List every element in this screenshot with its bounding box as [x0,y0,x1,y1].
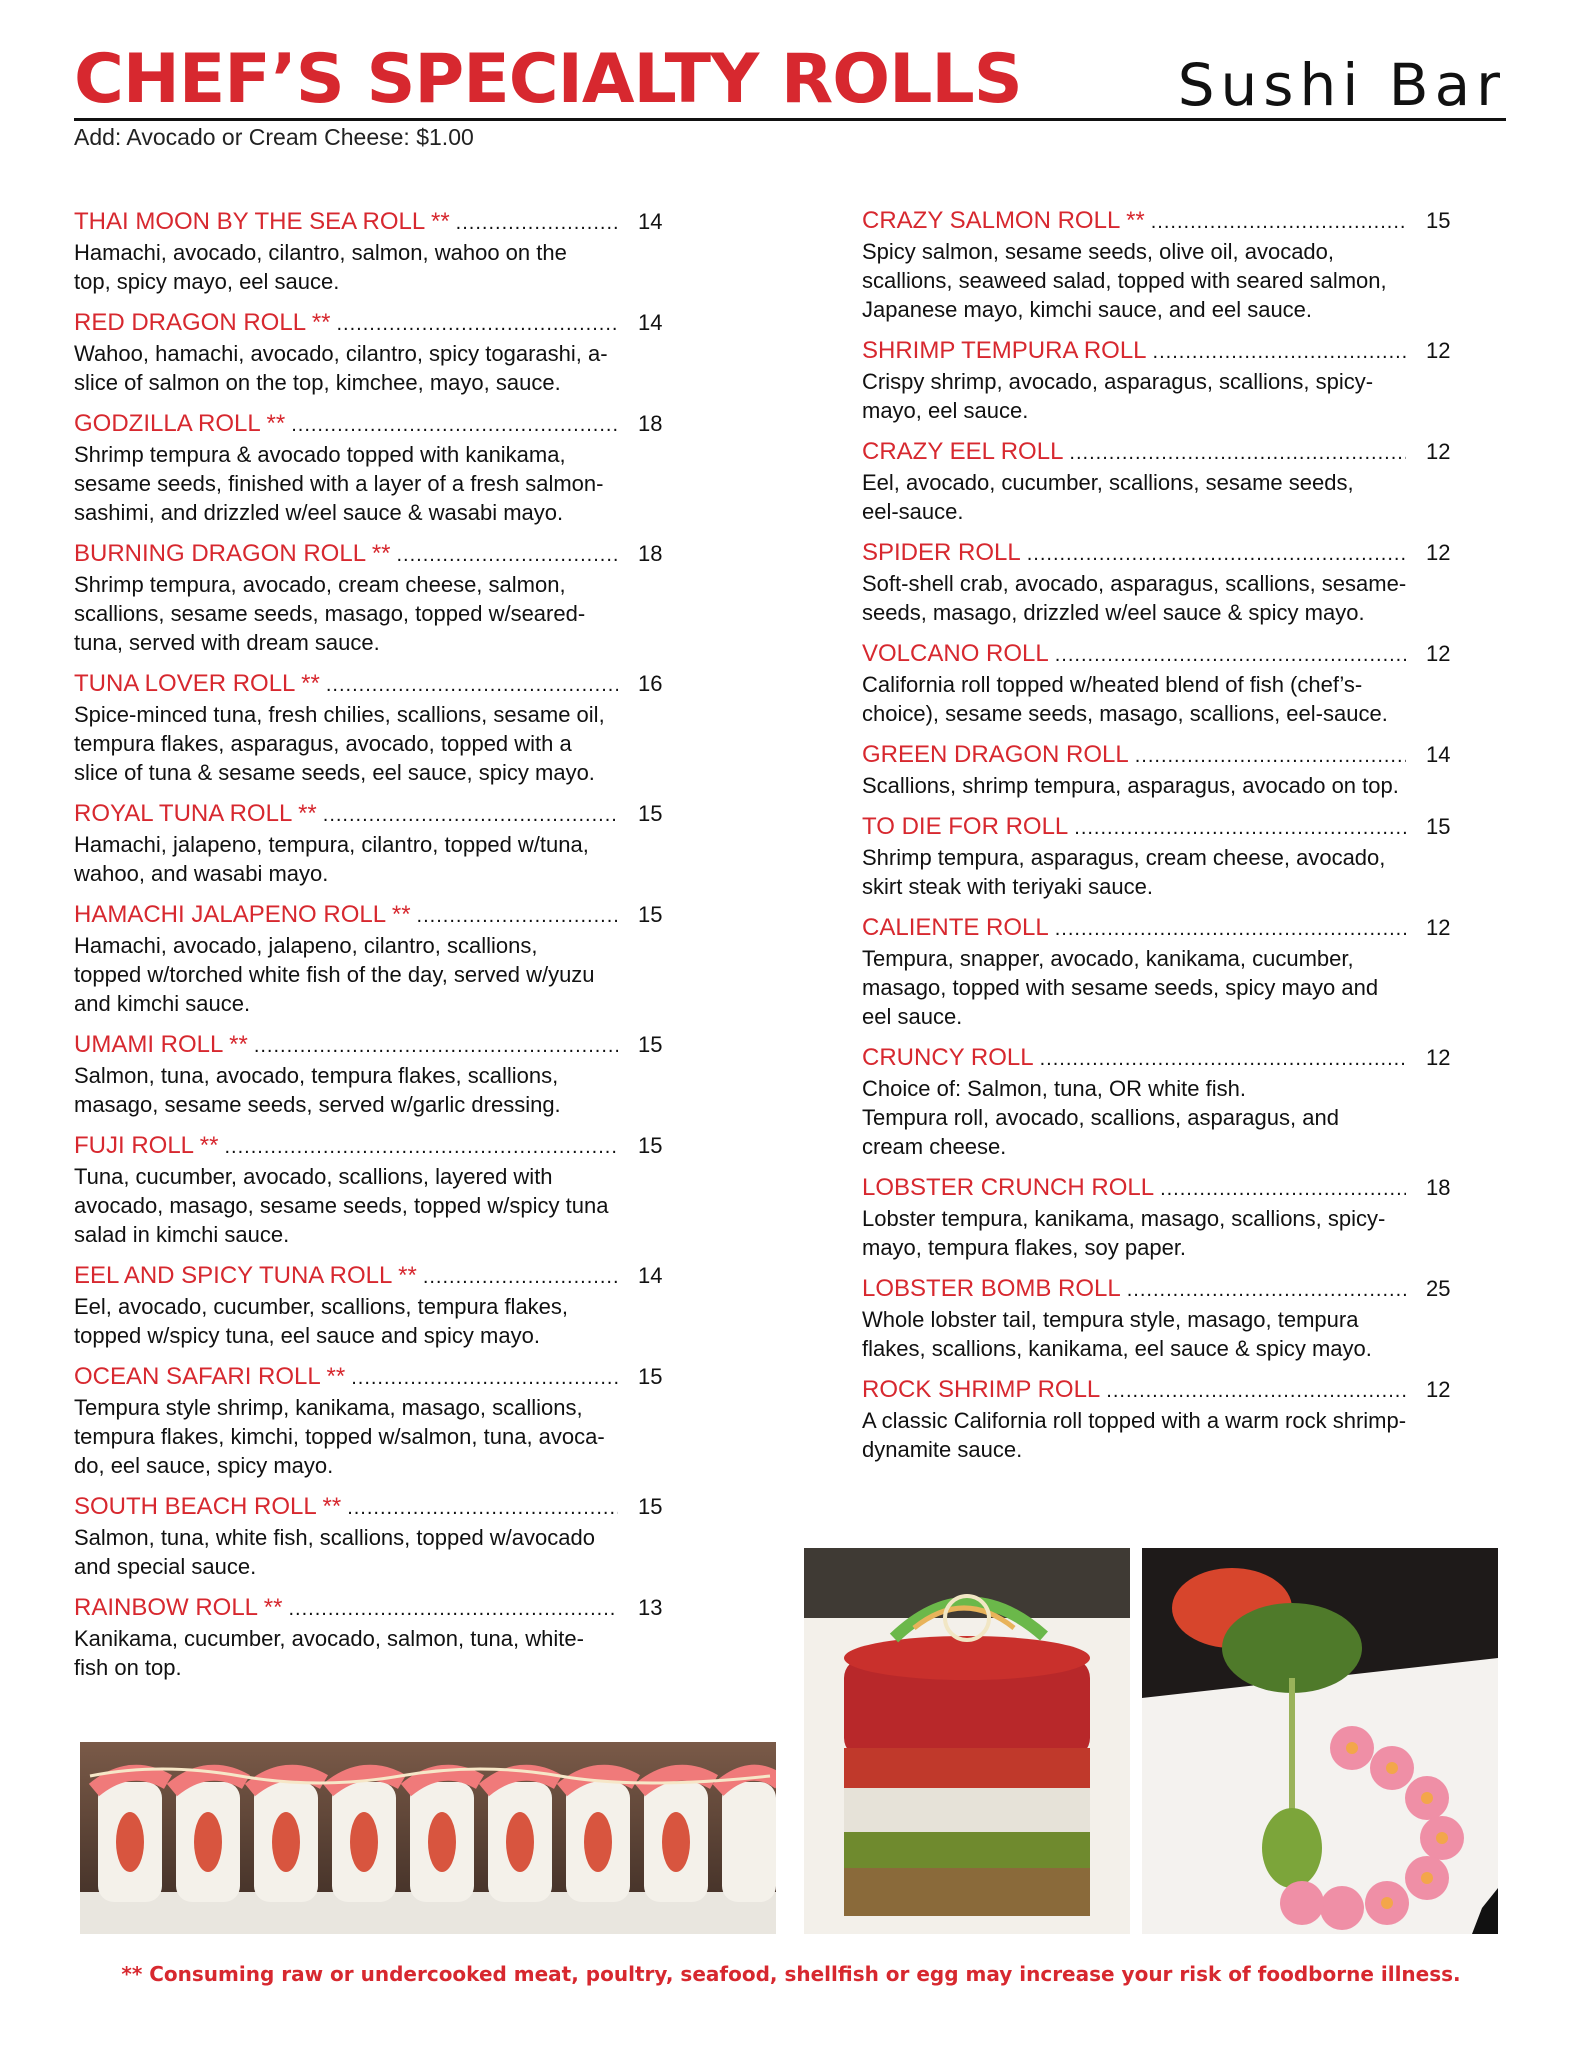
menu-item-name: SPIDER ROLL [862,539,1021,566]
leader-dots [351,1367,618,1390]
menu-item-header [74,1363,664,1393]
description-line: A classic California roll topped with a warm rock shrimp- [862,1408,1407,1433]
description-line: fish on top. [74,1655,182,1680]
menu-item-description [862,1406,1452,1464]
description-line: Kanikama, cucumber, avocado, salmon, tuna, white- [74,1626,584,1651]
leader-dots [1151,211,1406,234]
menu-item [862,1376,1452,1464]
menu-item-description [862,1305,1452,1363]
menu-item-header [862,1174,1452,1204]
menu-item-header [862,914,1452,944]
description-line: Hamachi, avocado, cilantro, salmon, wahoo on the [74,240,567,265]
menu-item-price: 12 [1426,915,1451,940]
menu-item [862,337,1452,425]
menu-item [862,640,1452,728]
description-line: avocado, masago, sesame seeds, topped w/spicy tuna [74,1193,609,1218]
description-line: wahoo, and wasabi mayo. [74,861,329,886]
description-line: topped w/spicy tuna, eel sauce and spicy mayo. [74,1323,540,1348]
menu-item [862,438,1452,526]
menu-item-price: 15 [638,801,663,826]
menu-item-header [862,640,1452,670]
menu-item-header [862,1044,1452,1074]
menu-item [74,1594,664,1682]
menu-item-description [74,700,664,787]
menu-item-description [74,1292,664,1350]
menu-item-name: CRAZY SALMON ROLL ** [862,207,1145,234]
description-line: top, spicy mayo, eel sauce. [74,269,340,294]
menu-item-price: 12 [1426,1377,1451,1402]
leader-dots [224,1136,618,1159]
description-line: Shrimp tempura & avocado topped with kanikama, [74,442,566,467]
menu-item-price: 12 [1426,1045,1451,1070]
menu-column-right [862,207,1452,1477]
menu-item-price: 25 [1426,1276,1451,1301]
menu-item-price: 15 [1426,814,1451,839]
menu-item [862,914,1452,1031]
leader-dots [423,1266,618,1289]
menu-item-name: CRAZY EEL ROLL [862,438,1064,465]
addon-note: Add: Avocado or Cream Cheese: $1.00 [74,124,474,150]
description-line: Choice of: Salmon, tuna, OR white fish. [862,1076,1246,1101]
menu-item-description [862,569,1452,627]
menu-item-name: THAI MOON BY THE SEA ROLL ** [74,208,450,235]
description-line: cream cheese. [862,1134,1007,1159]
leader-dots [337,313,619,336]
menu-item-name: SHRIMP TEMPURA ROLL [862,337,1147,364]
menu-item-name: TUNA LOVER ROLL ** [74,670,320,697]
description-line: seeds, masago, drizzled w/eel sauce & spicy mayo. [862,600,1365,625]
leader-dots [1074,817,1406,840]
menu-item-name: LOBSTER CRUNCH ROLL [862,1174,1155,1201]
description-line: topped w/torched white fish of the day, served w/yuzu [74,962,595,987]
menu-item-header [74,670,664,700]
menu-item [74,800,664,888]
description-line: Japanese mayo, kimchi sauce, and eel sauce. [862,297,1313,322]
menu-item-name: RED DRAGON ROLL ** [74,309,331,336]
description-line: and kimchi sauce. [74,991,251,1016]
menu-item-header [862,207,1452,237]
menu-item [862,741,1452,800]
description-line: scallions, seaweed salad, topped with seared salmon, [862,268,1387,293]
description-line: masago, topped with sesame seeds, spicy mayo and [862,975,1379,1000]
menu-item-header [862,438,1452,468]
menu-item [862,813,1452,901]
menu-item-description [862,944,1452,1031]
menu-item-description [74,440,664,527]
menu-item [74,1132,664,1249]
menu-item-header [74,1132,664,1162]
description-line: Hamachi, avocado, jalapeno, cilantro, scallions, [74,933,538,958]
menu-item [862,1275,1452,1363]
description-line: Eel, avocado, cucumber, scallions, sesame seeds, [862,470,1354,495]
menu-item-name: EEL AND SPICY TUNA ROLL ** [74,1262,417,1289]
description-line: Hamachi, jalapeno, tempura, cilantro, topped w/tuna, [74,832,589,857]
menu-item-name: TO DIE FOR ROLL [862,813,1069,840]
description-line: tuna, served with dream sauce. [74,630,380,655]
description-line: mayo, eel sauce. [862,398,1029,423]
menu-item-description [74,339,664,397]
menu-item-header [74,800,664,830]
menu-item-name: OCEAN SAFARI ROLL ** [74,1363,346,1390]
menu-item-price: 13 [638,1595,663,1620]
menu-item-name: VOLCANO ROLL [862,640,1049,667]
description-line: Salmon, tuna, white fish, scallions, topped w/avocado [74,1525,595,1550]
menu-item [862,539,1452,627]
description-line: Wahoo, hamachi, avocado, cilantro, spicy togarashi, a- [74,341,608,366]
leader-dots [291,414,618,437]
menu-item-header [74,1594,664,1624]
menu-item-description [74,570,664,657]
menu-item [862,1174,1452,1262]
menu-item [74,309,664,397]
menu-item-description [74,238,664,296]
menu-item-description [74,1162,664,1249]
menu-item-price: 18 [638,541,663,566]
menu-item-price: 12 [1426,439,1451,464]
leader-dots [456,212,618,235]
menu-title: CHEF’S SPECIALTY ROLLS [74,40,1022,119]
menu-item-price: 15 [638,1133,663,1158]
menu-item [74,208,664,296]
menu-item-name: GODZILLA ROLL ** [74,410,286,437]
description-line: eel-sauce. [862,499,964,524]
description-line: dynamite sauce. [862,1437,1023,1462]
menu-item [862,1044,1452,1161]
menu-item-name: LOBSTER BOMB ROLL [862,1275,1121,1302]
description-line: slice of tuna & sesame seeds, eel sauce, spicy mayo. [74,760,595,785]
menu-item-price: 15 [1426,208,1451,233]
menu-item-price: 15 [638,902,663,927]
menu-item-price: 14 [638,209,663,234]
menu-item-header [74,410,664,440]
leader-dots [1027,543,1406,566]
menu-item-header [862,1275,1452,1305]
menu-item [74,540,664,657]
menu-item-price: 14 [638,1263,663,1288]
menu-item-description [862,367,1452,425]
menu-item-description [74,1061,664,1119]
menu-item-name: CRUNCY ROLL [862,1044,1034,1071]
menu-item-header [74,1031,664,1061]
menu-item-price: 14 [1426,742,1451,767]
menu-item-price: 14 [638,310,663,335]
description-line: Scallions, shrimp tempura, asparagus, avocado on top. [862,773,1399,798]
leader-dots [347,1497,618,1520]
description-line: Tuna, cucumber, avocado, scallions, layered with [74,1164,553,1189]
leader-dots [326,674,618,697]
menu-subtitle: Sushi Bar [1177,51,1506,119]
menu-item-header [74,309,664,339]
menu-item [74,410,664,527]
description-line: Shrimp tempura, asparagus, cream cheese, avocado, [862,845,1386,870]
menu-item-description [74,830,664,888]
menu-item-description [862,1074,1452,1161]
photo-tuna-tower [804,1548,1130,1934]
health-disclaimer: ** Consuming raw or undercooked meat, poultry, seafood, shellfish or egg may increase your risk of foodborne illness. [121,1962,1461,1986]
description-line: Whole lobster tail, tempura style, masago, tempura [862,1307,1359,1332]
menu-item-price: 12 [1426,338,1451,363]
leader-dots [417,905,618,928]
leader-dots [1069,442,1406,465]
description-line: slice of salmon on the top, kimchee, mayo, sauce. [74,370,561,395]
description-line: scallions, sesame seeds, masago, topped w/seared- [74,601,586,626]
leader-dots [289,1598,619,1621]
menu-item-name: RAINBOW ROLL ** [74,1594,283,1621]
description-line: Spice-minced tuna, fresh chilies, scallions, sesame oil, [74,702,605,727]
description-line: Crispy shrimp, avocado, asparagus, scallions, spicy- [862,369,1374,394]
menu-item-price: 12 [1426,641,1451,666]
menu-item-description [74,1624,664,1682]
menu-item-header [862,337,1452,367]
menu-item-price: 15 [638,1364,663,1389]
description-line: Tempura, snapper, avocado, kanikama, cucumber, [862,946,1354,971]
menu-item-header [74,1262,664,1292]
menu-item-price: 18 [638,411,663,436]
description-line: Salmon, tuna, avocado, tempura flakes, scallions, [74,1063,559,1088]
menu-item [74,1493,664,1581]
menu-item-description [862,1204,1452,1262]
menu-item-name: GREEN DRAGON ROLL [862,741,1129,768]
description-line: masago, sesame seeds, served w/garlic dressing. [74,1092,561,1117]
description-line: and special sauce. [74,1554,257,1579]
menu-item-name: FUJI ROLL ** [74,1132,219,1159]
description-line: tempura flakes, asparagus, avocado, topped with a [74,731,572,756]
menu-item-description [74,1393,664,1480]
description-line: eel sauce. [862,1004,963,1029]
menu-item [74,901,664,1018]
menu-item [74,1031,664,1119]
leader-dots [1127,1279,1406,1302]
menu-item-price: 18 [1426,1175,1451,1200]
description-line: sashimi, and drizzled w/eel sauce & wasabi mayo. [74,500,564,525]
menu-item-name: ROYAL TUNA ROLL ** [74,800,317,827]
leader-dots [254,1035,618,1058]
description-line: mayo, tempura flakes, soy paper. [862,1235,1187,1260]
menu-item-name: SOUTH BEACH ROLL ** [74,1493,342,1520]
leader-dots [1040,1048,1406,1071]
leader-dots [1153,341,1406,364]
description-line: salad in kimchi sauce. [74,1222,290,1247]
description-line: tempura flakes, kimchi, topped w/salmon, tuna, avoca- [74,1424,605,1449]
menu-item-price: 15 [638,1494,663,1519]
menu-column-left [74,208,664,1695]
description-line: choice), sesame seeds, masago, scallions, eel-sauce. [862,701,1388,726]
menu-item-header [74,540,664,570]
menu-item-header [862,741,1452,771]
menu-item [74,1363,664,1480]
description-line: Eel, avocado, cucumber, scallions, tempura flakes, [74,1294,569,1319]
leader-dots [1160,1178,1406,1201]
menu-item-header [862,1376,1452,1406]
leader-dots [1055,918,1406,941]
description-line: California roll topped w/heated blend of fish (chef’s- [862,672,1363,697]
menu-item-header [862,539,1452,569]
leader-dots [1055,644,1406,667]
menu-item-name: ROCK SHRIMP ROLL [862,1376,1101,1403]
menu-item-header [862,813,1452,843]
menu-item [74,1262,664,1350]
leader-dots [323,804,618,827]
menu-item-description [862,771,1452,800]
menu-item-name: BURNING DRAGON ROLL ** [74,540,391,567]
description-line: sesame seeds, finished with a layer of a fresh salmon- [74,471,604,496]
photo-lobster-platter [1142,1548,1498,1934]
menu-item-price: 15 [638,1032,663,1057]
menu-header [74,36,1506,121]
menu-item-name: UMAMI ROLL ** [74,1031,248,1058]
menu-item-description [74,1523,664,1581]
description-line: do, eel sauce, spicy mayo. [74,1453,334,1478]
menu-item-name: HAMACHI JALAPENO ROLL ** [74,901,411,928]
menu-item-header [74,901,664,931]
menu-item-description [862,670,1452,728]
menu-item-description [862,468,1452,526]
description-line: flakes, scallions, kanikama, eel sauce & spicy mayo. [862,1336,1372,1361]
menu-item-description [74,931,664,1018]
menu-item-description [862,237,1452,324]
leader-dots [1106,1380,1406,1403]
description-line: Lobster tempura, kanikama, masago, scallions, spicy- [862,1206,1386,1231]
description-line: Soft-shell crab, avocado, asparagus, scallions, sesame- [862,571,1407,596]
menu-item-header [74,208,664,238]
description-line: skirt steak with teriyaki sauce. [862,874,1153,899]
menu-item-header [74,1493,664,1523]
menu-item [862,207,1452,324]
leader-dots [397,544,619,567]
menu-item-price: 16 [638,671,663,696]
menu-item-price: 12 [1426,540,1451,565]
menu-item-description [862,843,1452,901]
photo-sushi-roll [80,1742,776,1934]
description-line: Spicy salmon, sesame seeds, olive oil, avocado, [862,239,1335,264]
description-line: Tempura style shrimp, kanikama, masago, scallions, [74,1395,583,1420]
description-line: Shrimp tempura, avocado, cream cheese, salmon, [74,572,566,597]
menu-item-name: CALIENTE ROLL [862,914,1049,941]
description-line: Tempura roll, avocado, scallions, asparagus, and [862,1105,1339,1130]
menu-item [74,670,664,787]
leader-dots [1135,745,1406,768]
